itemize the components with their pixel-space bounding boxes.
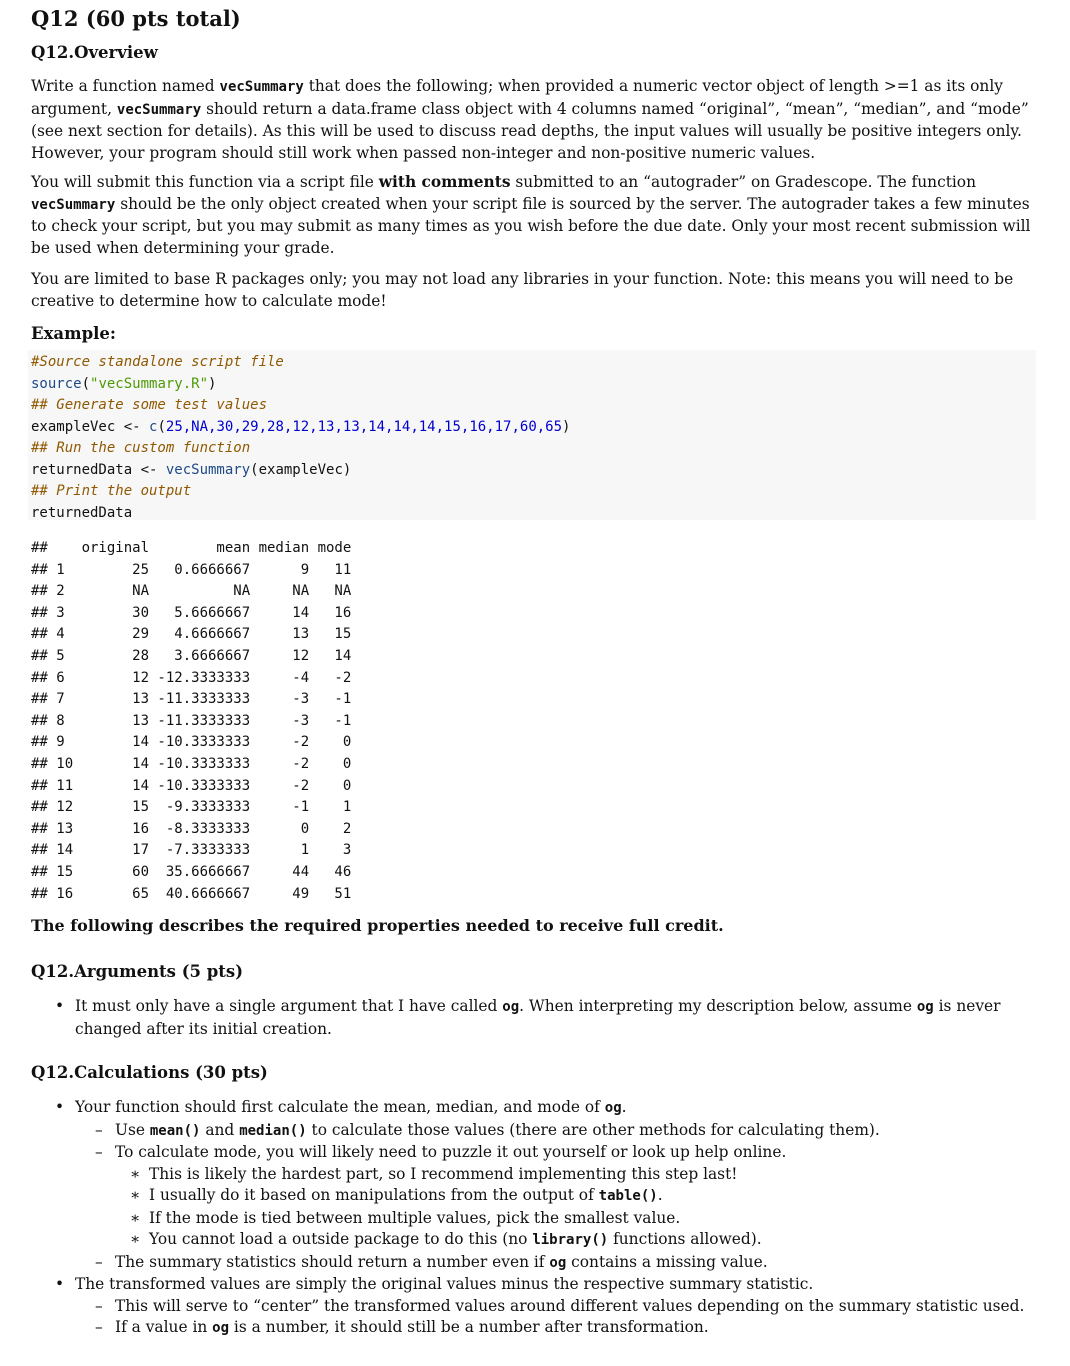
- output-line: ## 13 16 -8.3333333 0 2: [31, 820, 352, 837]
- output-line: ## 6 12 -12.3333333 -4 -2: [31, 669, 352, 686]
- question-title: Q12 (60 pts total): [31, 6, 241, 31]
- list-item: – This will serve to “center” the transformed values around different values depending on the summary statistic used.: [95, 1296, 1025, 1315]
- list-item: ∗ You cannot load a outside package to do this (no library() functions allowed).: [130, 1230, 762, 1248]
- output-line: ## 3 30 5.6666667 14 16: [31, 604, 352, 621]
- output-line: ## original mean median mode: [31, 540, 352, 556]
- output-line: ## 14 17 -7.3333333 1 3: [31, 842, 352, 859]
- output-line: ## 7 13 -11.3333333 -3 -1: [31, 691, 352, 708]
- output-line: ## 1 25 0.6666667 9 11: [31, 561, 352, 578]
- overview-paragraph-2: You will submit this function via a script file with comments submitted to an “autograder” on Gradescope. The function vecSummary should be the only object created when your script file is sourced by the server. The autograder takes a few minutes to check your script, but you may submit as many times as you wish before the due date. Only your most recent submission will be used when determining your grade.: [31, 173, 1031, 257]
- arguments-list: [31, 996, 1035, 1040]
- output-line: ## 9 14 -10.3333333 -2 0: [31, 734, 352, 751]
- output-line: ## 12 15 -9.3333333 -1 1: [31, 799, 352, 816]
- output-line: ## 5 28 3.6666667 12 14: [31, 647, 352, 664]
- list-item: – If a value in og is a number, it should still be a number after transformation.: [95, 1318, 709, 1336]
- overview-heading: Q12.Overview: [31, 43, 158, 62]
- list-item: – To calculate mode, you will likely need to puzzle it out yourself or look up help online.: [95, 1143, 787, 1161]
- output-line: ## 10 14 -10.3333333 -2 0: [31, 755, 352, 772]
- list-item: • It must only have a single argument that I have called og. When interpreting my description below, assume og is never changed after its initial creation.: [55, 997, 1001, 1038]
- output-line: ## 8 13 -11.3333333 -3 -1: [31, 712, 352, 729]
- overview-paragraph-1: Write a function named vecSummary that does the following; when provided a numeric vector object of length >=1 as its only argument, vecSummary should return a data.frame class object with 4 columns named “original”, “mean”, “median”, and “mode” (see next section for details). As this will be used to discuss read depths, the input values will usually be positive integers only. However, your program should still work when passed non-integer and non-positive numeric values.: [31, 77, 1029, 162]
- arguments-heading: Q12.Arguments (5 pts): [31, 962, 244, 981]
- list-item: ∗ I usually do it based on manipulations from the output of table().: [130, 1186, 663, 1204]
- overview-paragraph-3: You are limited to base R packages only; you may not load any libraries in your function. Note: this means you will need to be creative to determine how to calculate mode!: [31, 270, 1014, 310]
- list-item: – Use mean() and median() to calculate those values (there are other methods for calculating them).: [95, 1120, 880, 1139]
- list-item: – The summary statistics should return a number even if og contains a missing value.: [95, 1252, 768, 1271]
- calculations-list: [31, 1097, 1035, 1340]
- output-line: ## 4 29 4.6666667 13 15: [31, 626, 352, 643]
- code-block: #Source standalone script file source("vecSummary.R") ## Generate some test values exampleVec <- c(25,NA,30,29,28,12,13,13,14,14,14,15,16,17,60,65) ## Run the custom function returnedData <- vecSummary(exampleVec) ## Print the output returnedData: [28, 350, 1036, 520]
- list-item: • Your function should first calculate the mean, median, and mode of og.: [55, 1098, 627, 1116]
- r-output-block: [31, 538, 351, 905]
- example-label: Example:: [31, 324, 116, 343]
- r-output-text: [31, 538, 351, 905]
- output-line: ## 16 65 40.6666667 49 51: [31, 885, 352, 902]
- list-item: • The transformed values are simply the original values minus the respective summary statistic.: [55, 1275, 814, 1293]
- required-note: The following describes the required properties needed to receive full credit.: [31, 916, 724, 935]
- output-line: ## 11 14 -10.3333333 -2 0: [31, 777, 352, 794]
- output-line: ## 15 60 35.6666667 44 46: [31, 863, 352, 880]
- list-item: ∗ This is likely the hardest part, so I recommend implementing this step last!: [130, 1164, 738, 1183]
- list-item: ∗ If the mode is tied between multiple values, pick the smallest value.: [130, 1208, 681, 1227]
- output-line: ## 2 NA NA NA NA: [31, 583, 352, 600]
- calculations-heading: Q12.Calculations (30 pts): [31, 1063, 268, 1082]
